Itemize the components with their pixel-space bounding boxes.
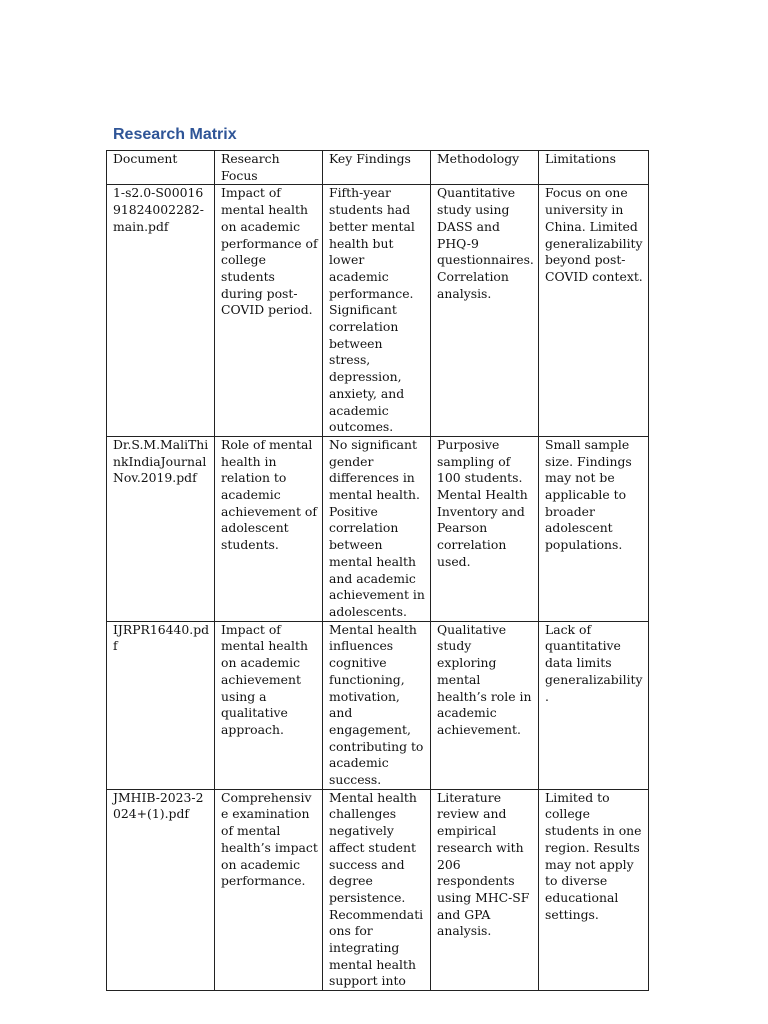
header-methodology: Methodology	[431, 151, 539, 185]
cell-document: 1-s2.0-S0001691824002282-main.pdf	[107, 185, 215, 437]
cell-methodology: Purposive sampling of 100 students. Mental Health Inventory and Pearson correlation used.	[431, 436, 539, 621]
research-matrix-table	[106, 150, 649, 991]
table-row	[107, 789, 649, 990]
table-row	[107, 621, 649, 789]
table-header-row	[107, 151, 649, 185]
cell-methodology: Literature review and empirical research with 206 respondents using MHC-SF and GPA analysis.	[431, 789, 539, 990]
cell-document: JMHIB-2023-2024+(1).pdf	[107, 789, 215, 990]
cell-methodology: Qualitative study exploring mental health’s role in academic achievement.	[431, 621, 539, 789]
cell-limitations: Small sample size. Findings may not be applicable to broader adolescent populations.	[539, 436, 649, 621]
table-row	[107, 185, 649, 437]
header-document: Document	[107, 151, 215, 185]
cell-key-findings: Mental health challenges negatively affect student success and degree persistence. Recommendations for integrating mental health support into	[323, 789, 431, 990]
cell-key-findings: Mental health influences cognitive functioning, motivation, and engagement, contributing to academic success.	[323, 621, 431, 789]
table-row	[107, 436, 649, 621]
header-key-findings: Key Findings	[323, 151, 431, 185]
cell-research-focus: Comprehensive examination of mental health’s impact on academic performance.	[215, 789, 323, 990]
page-title: Research Matrix	[113, 126, 237, 143]
header-research-focus: Research Focus	[215, 151, 323, 185]
cell-limitations: Focus on one university in China. Limited generalizability beyond post-COVID context.	[539, 185, 649, 437]
cell-research-focus: Role of mental health in relation to academic achievement of adolescent students.	[215, 436, 323, 621]
cell-key-findings: Fifth-year students had better mental health but lower academic performance. Significant correlation between stress, depression, anxiety, and academic outcomes.	[323, 185, 431, 437]
cell-document: IJRPR16440.pdf	[107, 621, 215, 789]
cell-limitations: Limited to college students in one region. Results may not apply to diverse educational settings.	[539, 789, 649, 990]
cell-limitations: Lack of quantitative data limits generalizability.	[539, 621, 649, 789]
cell-methodology: Quantitative study using DASS and PHQ-9 questionnaires. Correlation analysis.	[431, 185, 539, 437]
header-limitations: Limitations	[539, 151, 649, 185]
cell-document: Dr.S.M.MaliThinkIndiaJournalNov.2019.pdf	[107, 436, 215, 621]
cell-research-focus: Impact of mental health on academic performance of college students during post-COVID period.	[215, 185, 323, 437]
cell-key-findings: No significant gender differences in mental health. Positive correlation between mental health and academic achievement in adolescents.	[323, 436, 431, 621]
cell-research-focus: Impact of mental health on academic achievement using a qualitative approach.	[215, 621, 323, 789]
